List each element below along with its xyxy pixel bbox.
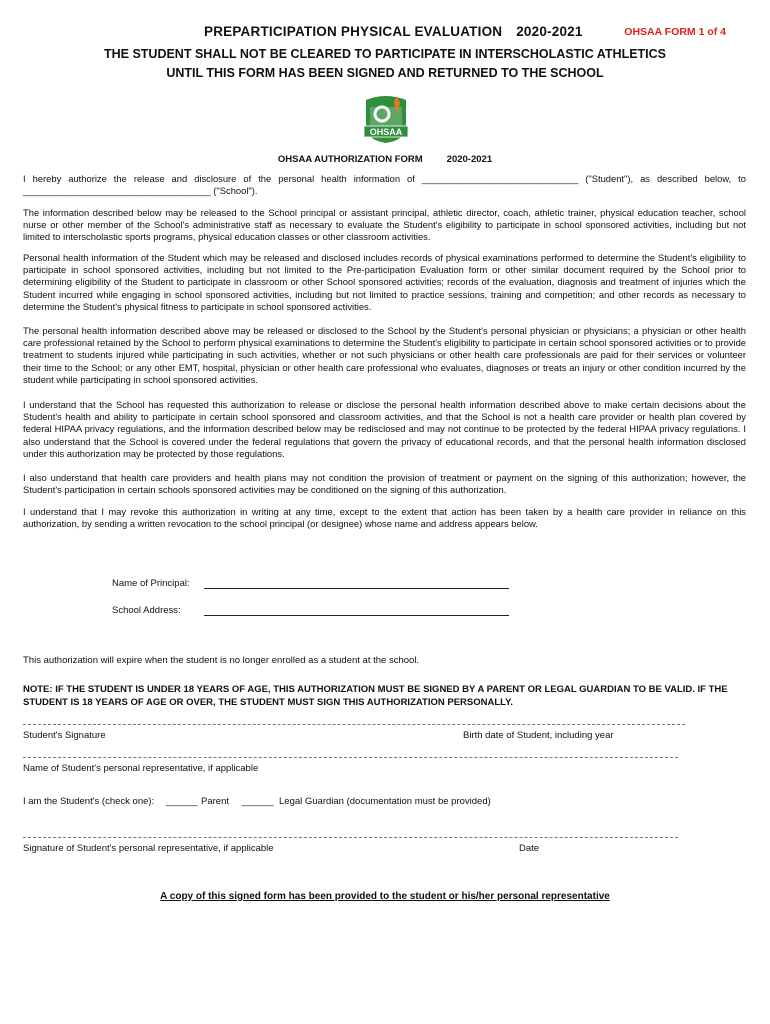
school-address-label: School Address: [112,605,181,616]
form-title [204,24,583,39]
ohsaa-logo [360,94,412,144]
birth-date-label: Birth date of Student, including year [463,730,614,741]
authorization-heading [0,154,770,165]
logo-text: OHSAA [369,127,403,137]
parent-checkbox[interactable]: ______ [166,796,198,807]
representative-signature-line[interactable] [23,837,678,838]
guardian-checkbox[interactable]: ______ [242,796,274,807]
parent-label: Parent [201,796,229,807]
representative-signature-label: Signature of Student's personal representative, if applicable [23,843,274,854]
paragraph-1: I hereby authorize the release and disclosure of the personal health information of ______________________________ ("Student"), as described below, to ____________________________________ ("School"). [23,173,746,197]
paragraph-7: I understand that I may revoke this authorization in writing at any time, except to the extent that action has been taken by a health care provider in reliance on this authorization, by sending a written revocation to the school principal (or designee) whose name and address appears below. [23,506,746,530]
representative-name-line[interactable] [23,757,678,758]
student-signature-label: Student's Signature [23,730,106,741]
copy-provided-note: A copy of this signed form has been provided to the student or his/her personal representative [160,891,610,902]
warning-line-2: UNTIL THIS FORM HAS BEEN SIGNED AND RETURNED TO THE SCHOOL [166,66,604,80]
authorization-heading-text: OHSAA AUTHORIZATION FORM [277,154,423,165]
date-label: Date [519,843,540,854]
paragraph-6: I also understand that health care providers and health plans may not condition the provision of treatment or payment on the signing of this authorization; however, the Student's participation in certain schools sponsored activities may be conditioned on the signing of this authorization. [23,472,746,496]
expiration-text: This authorization will expire when the student is no longer enrolled as a student at the school. [23,655,420,666]
title-year: 2020-2021 [516,24,583,39]
school-address-input-line[interactable] [204,615,509,616]
authorization-year: 2020-2021 [446,154,493,165]
title-text: PREPARTICIPATION PHYSICAL EVALUATION [204,24,503,39]
form-number: OHSAA FORM 1 of 4 [624,26,726,38]
paragraph-3: Personal health information of the Student which may be released and disclosed includes records of physical examinations performed to determine the Student's eligibility to participate in school sponsored activities, including but not limited to the Pre-participation Evaluation form or other similar document required by the School prior to determining eligibility of the Student to participate in classroom or other School sponsored activities; records of the evaluation, diagnosis and treatment of injuries which the Student incurred while engaging in school sponsored activities, including but not limited to practice sessions, training and competition; and other records as necessary to determine the Student's physical fitness to participate in school sponsored activities. [23,252,746,312]
age-note: NOTE: IF THE STUDENT IS UNDER 18 YEARS OF AGE, THIS AUTHORIZATION MUST BE SIGNED BY A PARENT OR LEGAL GUARDIAN TO BE VALID. IF THE STUDENT IS 18 YEARS OF AGE OR OVER, THE STUDENT MUST SIGN THIS AUTHORIZATION PERSONALLY. [23,684,728,708]
representative-name-label: Name of Student's personal representative, if applicable [23,763,259,774]
relationship-label: I am the Student's (check one): [23,796,155,807]
paragraph-4: The personal health information described above may be released or disclosed to the School by the Student's personal physician or physicians; a physician or other health care professional retained by the School to perform physical examinations to determine the Student's eligibility to participate in certain school sponsored activities or to provide treatment to students injured while participating in such activities, whether or not such physicians or other health care professionals are paid for their services or volunteer their time to the School; or any other EMT, hospital, physician or other health care professional who evaluates, diagnoses or treats an injury or other condition incurred by the student while participating in school sponsored activities. [23,325,747,385]
guardian-label: Legal Guardian (documentation must be provided) [279,796,491,807]
principal-label: Name of Principal: [112,578,190,589]
warning-line-1: THE STUDENT SHALL NOT BE CLEARED TO PARTICIPATE IN INTERSCHOLASTIC ATHLETICS [103,47,667,61]
paragraph-5: I understand that the School has requested this authorization to release or disclose the personal health information described above to make certain decisions about the Student's health and ability to participate in certain school sponsored and classroom activities, and that the School is not a health care provider or health plan covered by federal HIPAA privacy regulations, and the information described below may be redisclosed and may not continue to be protected by the federal HIPAA privacy regulations. I also understand that the School is covered under the federal regulations that govern the privacy of educational records, and that the personal health information disclosed under this authorization may be protected by those regulations. [23,399,746,459]
paragraph-2: The information described below may be released to the School principal or assistant principal, athletic director, coach, athletic trainer, physical education teacher, school nurse or other member of the School's administrative staff as necessary to evaluate the Student's eligibility to participate in school sponsored activities, including but not limited to interscholastic sports programs, physical education classes or other classroom activities. [23,207,746,243]
principal-input-line[interactable] [204,588,509,589]
student-signature-line[interactable] [23,724,685,725]
